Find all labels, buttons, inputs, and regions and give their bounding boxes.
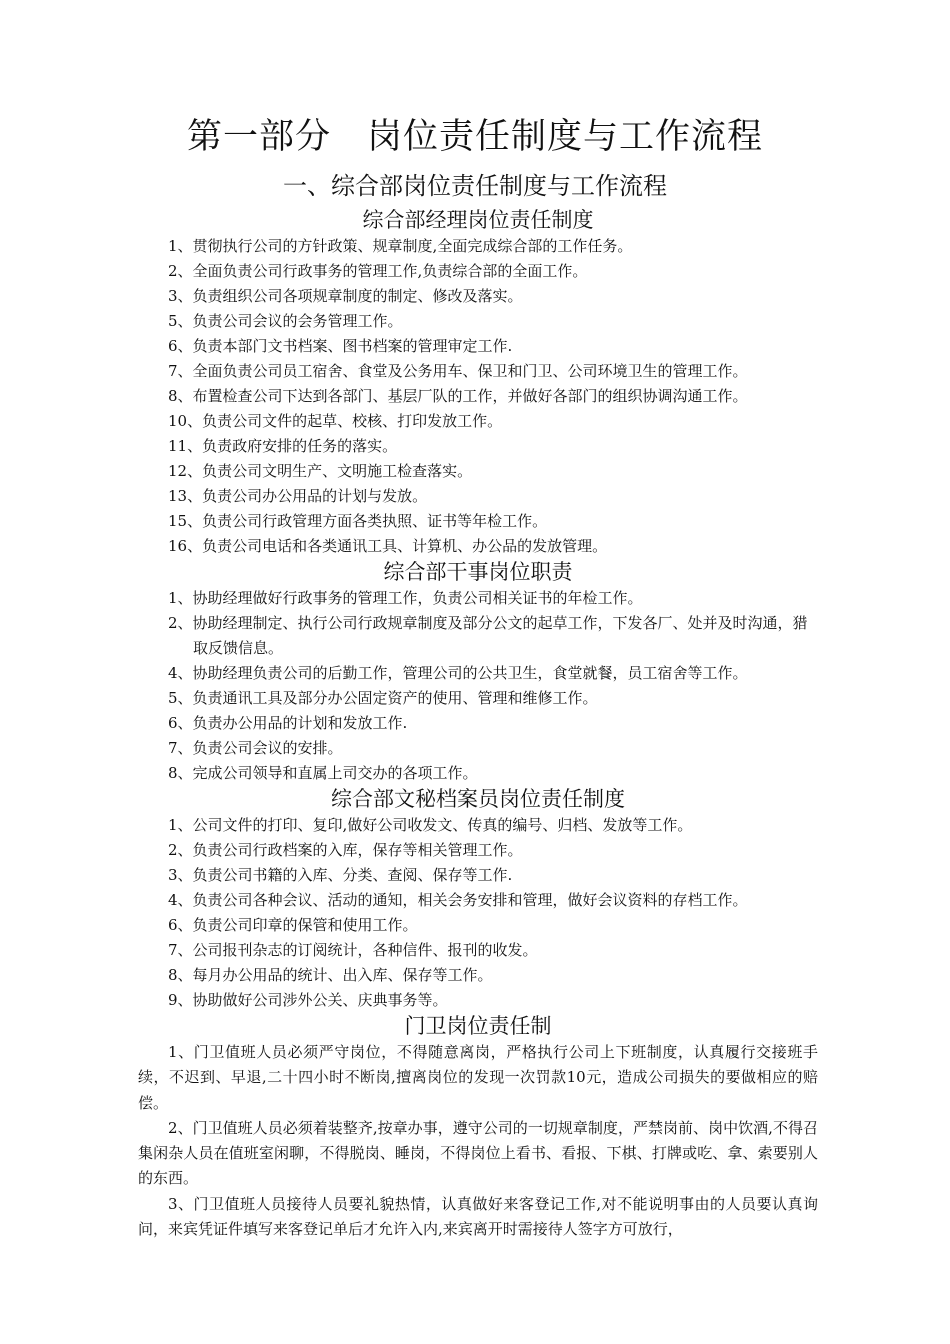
section-heading-manager: 综合部经理岗位责任制度 [362,208,594,232]
guard-duties [138,1040,818,1242]
section-heading-guard: 门卫岗位责任制 [404,1014,552,1038]
document-title: 第一部分 岗位责任制度与工作流程 [186,117,763,157]
list-item: 5、负责通讯工具及部分办公固定资产的使用、管理和维修工作。 [168,689,598,707]
list-item: 2、全面负责公司行政事务的管理工作,负责综合部的全面工作。 [168,262,588,280]
list-item: 15、负责公司行政管理方面各类执照、证书等年检工作。 [168,512,548,530]
list-item: 8、完成公司领导和直属上司交办的各项工作。 [168,764,478,782]
list-item: 11、负责政府安排的任务的落实。 [168,437,398,455]
list-item: 6、负责公司印章的保管和使用工作。 [168,916,418,934]
list-item: 7、全面负责公司员工宿舍、食堂及公务用车、保卫和门卫、公司环境卫生的管理工作。 [168,362,748,380]
list-item: 1、贯彻执行公司的方针政策、规章制度,全面完成综合部的工作任务。 [168,237,633,255]
document-subtitle: 一、综合部岗位责任制度与工作流程 [283,172,667,200]
list-item: 3、负责组织公司各项规章制度的制定、修改及落实。 [168,287,523,305]
paragraph: 1、门卫值班人员必须严守岗位，不得随意离岗，严格执行公司上下班制度，认真履行交接班手续，不迟到、早退,二十四小时不断岗,擅离岗位的发现一次罚款10元，造成公司损失的要做相应的赔偿。 [138,1043,818,1112]
list-item: 2、负责公司行政档案的入库，保存等相关管理工作。 [168,841,523,859]
list-item: 4、负责公司各种会议、活动的通知，相关会务安排和管理，做好会议资料的存档工作。 [168,891,748,909]
list-item: 6、负责本部门文书档案、图书档案的管理审定工作. [168,337,513,355]
list-item: 5、负责公司会议的会务管理工作。 [168,312,403,330]
list-item: 2、协助经理制定、执行公司行政规章制度及部分公文的起草工作，下发各厂、处并及时沟通，猎取反馈信息。 [168,614,808,657]
document-body [138,207,818,1242]
paragraph: 2、门卫值班人员必须着装整齐,按章办事，遵守公司的一切规章制度，严禁岗前、岗中饮酒,不得召集闲杂人员在值班室闲聊，不得脱岗、睡岗，不得岗位上看书、看报、下棋、打牌或吃、拿、索要别人的东西。 [138,1118,818,1188]
list-item: 16、负责公司电话和各类通讯工具、计算机、办公品的发放管理。 [168,537,608,555]
list-item: 7、公司报刊杂志的订阅统计，各种信件、报刊的收发。 [168,941,538,959]
list-item: 10、负责公司文件的起草、校核、打印发放工作。 [168,412,503,430]
list-item: 8、布置检查公司下达到各部门、基层厂队的工作，并做好各部门的组织协调沟通工作。 [168,387,748,405]
list-item: 9、协助做好公司涉外公关、庆典事务等。 [168,991,448,1009]
manager-duties-list [138,234,818,559]
list-item: 1、协助经理做好行政事务的管理工作，负责公司相关证书的年检工作。 [168,589,643,607]
section-heading-archivist: 综合部文秘档案员岗位责任制度 [331,787,625,811]
paragraph: 3、门卫值班人员接待人员要礼貌热情，认真做好来客登记工作,对不能说明事由的人员要认真询问，来宾凭证件填写来客登记单后才允许入内,来宾离开时需接待人签字方可放行， [138,1194,818,1239]
list-item: 6、负责办公用品的计划和发放工作. [168,714,408,732]
clerk-duties-list [138,586,818,786]
list-item: 12、负责公司文明生产、文明施工检查落实。 [168,462,473,480]
list-item: 7、负责公司会议的安排。 [168,739,343,757]
list-item: 1、公司文件的打印、复印,做好公司收发文、传真的编号、归档、发放等工作。 [168,816,693,834]
archivist-duties-list [138,813,818,1013]
section-heading-clerk: 综合部干事岗位职责 [383,560,573,584]
list-item: 13、负责公司办公用品的计划与发放。 [168,487,428,505]
list-item: 8、每月办公用品的统计、出入库、保存等工作。 [168,966,493,984]
list-item: 3、负责公司书籍的入库、分类、查阅、保存等工作. [168,866,513,884]
list-item: 4、协助经理负责公司的后勤工作，管理公司的公共卫生，食堂就餐，员工宿舍等工作。 [168,664,748,682]
